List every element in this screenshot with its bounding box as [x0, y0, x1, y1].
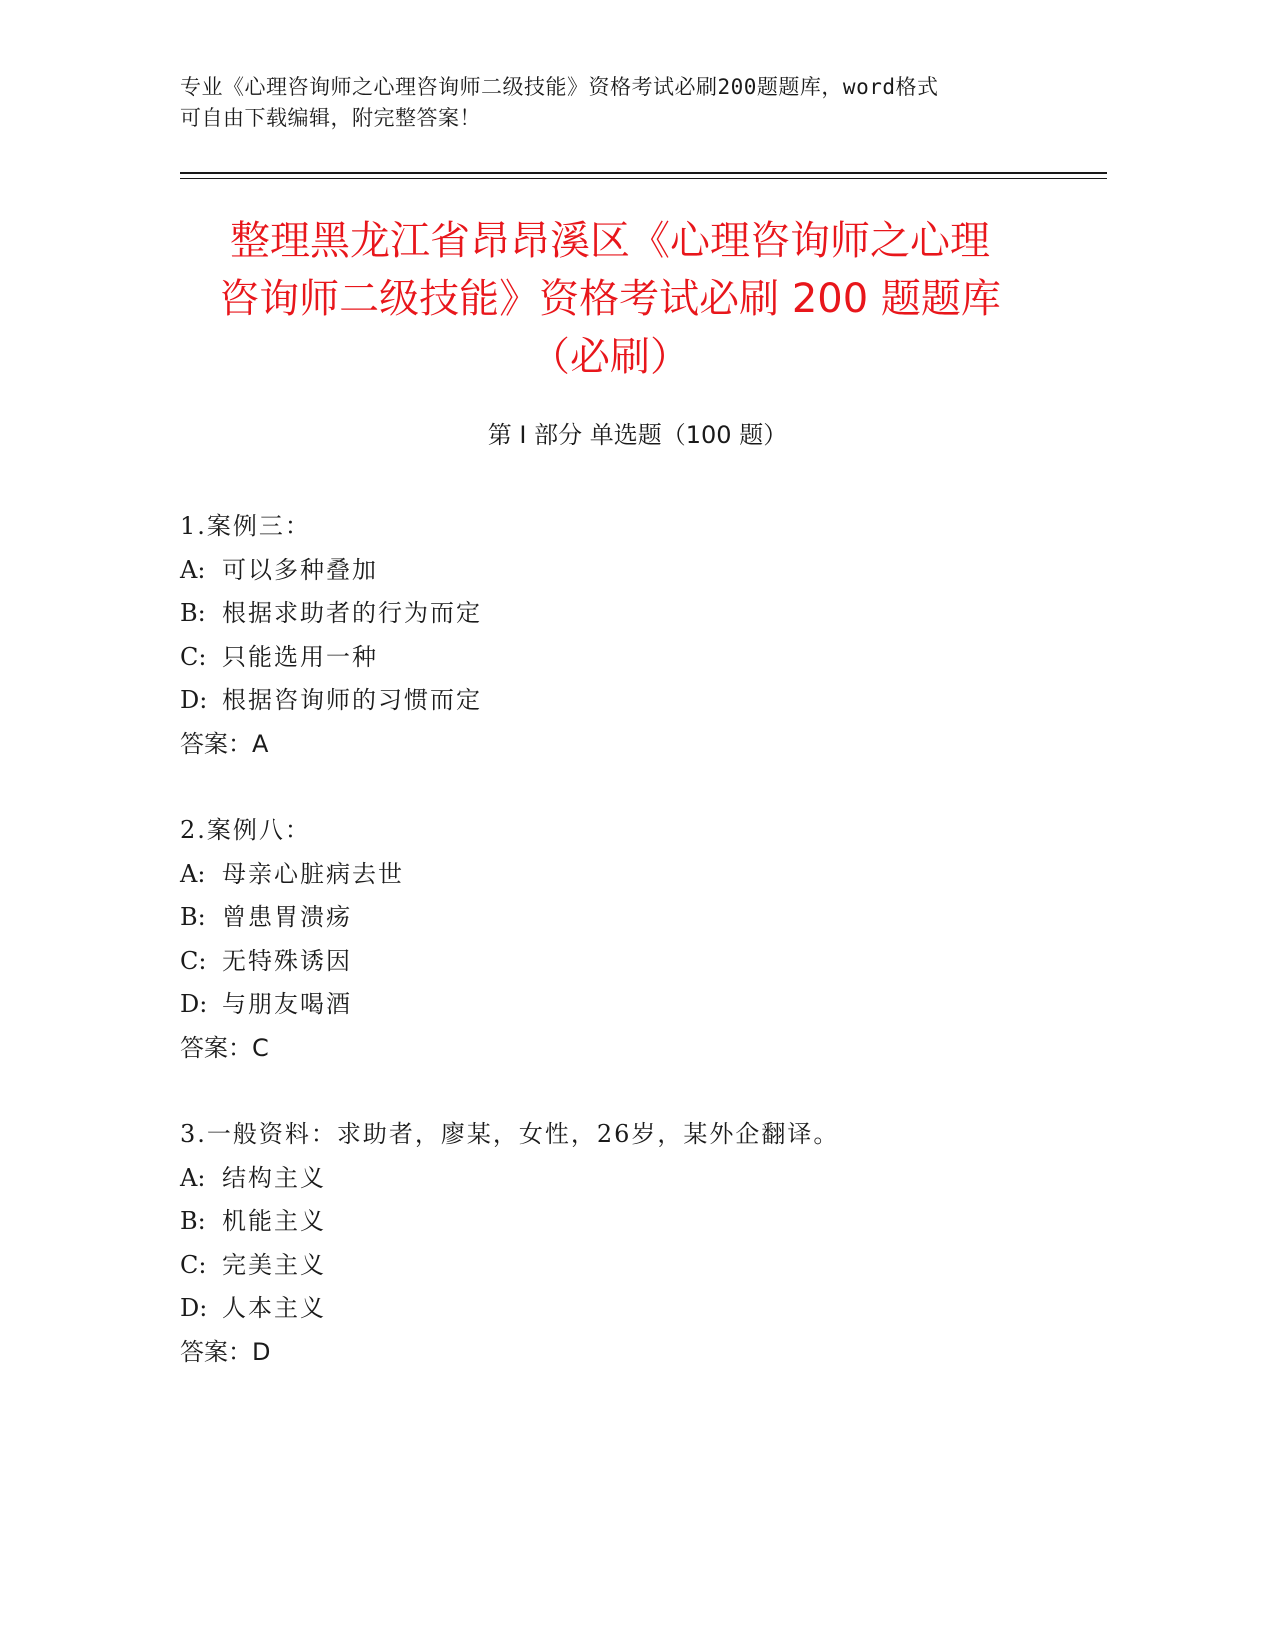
header-divider-thick	[180, 172, 1107, 174]
option-text: 母亲心脏病去世	[222, 859, 404, 888]
option-text: 曾患胃溃疡	[222, 903, 352, 931]
intro-line-1: 专业《心理咨询师之心理咨询师二级技能》资格考试必刷200题题库，word格式	[180, 75, 939, 99]
option-text: 完美主义	[222, 1250, 326, 1279]
title-line-1: 整理黑龙江省昂昂溪区《心理咨询师之心理	[230, 218, 990, 264]
option-d	[180, 1287, 1080, 1331]
title-line-2: 咨询师二级技能》资格考试必刷 200 题题库	[219, 276, 1001, 322]
question-list	[180, 505, 1080, 1417]
option-key: B:	[180, 1207, 206, 1235]
option-key: B:	[180, 903, 206, 931]
option-text: 无特殊诱因	[222, 946, 352, 975]
option-key: A:	[180, 1163, 206, 1192]
option-key: B:	[180, 599, 206, 627]
option-text: 人本主义	[222, 1294, 326, 1322]
answer: 答案：A	[180, 729, 269, 758]
question-stem: 1.案例三：	[180, 512, 311, 540]
option-key: D:	[180, 686, 208, 714]
option-a	[180, 853, 1080, 897]
option-text: 结构主义	[222, 1163, 326, 1192]
option-key: D:	[180, 990, 208, 1018]
option-key: A:	[180, 555, 206, 584]
option-c	[180, 636, 1080, 680]
option-d	[180, 983, 1080, 1027]
option-key: C:	[180, 1250, 207, 1279]
answer: 答案：C	[180, 1033, 269, 1062]
option-text: 根据咨询师的习惯而定	[222, 686, 482, 714]
document-title	[160, 212, 1060, 386]
title-line-3: （必刷）	[530, 334, 690, 380]
question-1	[180, 505, 1080, 766]
question-stem: 2.案例八：	[180, 816, 311, 844]
option-key: C:	[180, 946, 207, 975]
option-text: 机能主义	[222, 1207, 326, 1235]
option-text: 根据求助者的行为而定	[222, 599, 482, 627]
option-text: 只能选用一种	[222, 642, 378, 671]
option-b	[180, 896, 1080, 940]
option-text: 与朋友喝酒	[222, 990, 352, 1018]
option-text: 可以多种叠加	[222, 555, 378, 584]
intro-text	[180, 72, 1050, 134]
option-key: D:	[180, 1294, 208, 1322]
question-3	[180, 1113, 1080, 1374]
option-c	[180, 1244, 1080, 1288]
header-divider-thin	[180, 178, 1107, 179]
option-d	[180, 679, 1080, 723]
section-heading: 第 I 部分 单选题（100 题）	[487, 421, 788, 449]
option-a	[180, 1157, 1080, 1201]
option-c	[180, 940, 1080, 984]
option-a	[180, 549, 1080, 593]
option-b	[180, 592, 1080, 636]
question-2	[180, 809, 1080, 1070]
option-key: A:	[180, 859, 206, 888]
option-b	[180, 1200, 1080, 1244]
question-stem: 3.一般资料：求助者，廖某，女性，26岁，某外企翻译。	[180, 1120, 840, 1148]
answer: 答案：D	[180, 1337, 271, 1366]
intro-line-2: 可自由下载编辑，附完整答案！	[180, 106, 481, 130]
option-key: C:	[180, 642, 207, 671]
